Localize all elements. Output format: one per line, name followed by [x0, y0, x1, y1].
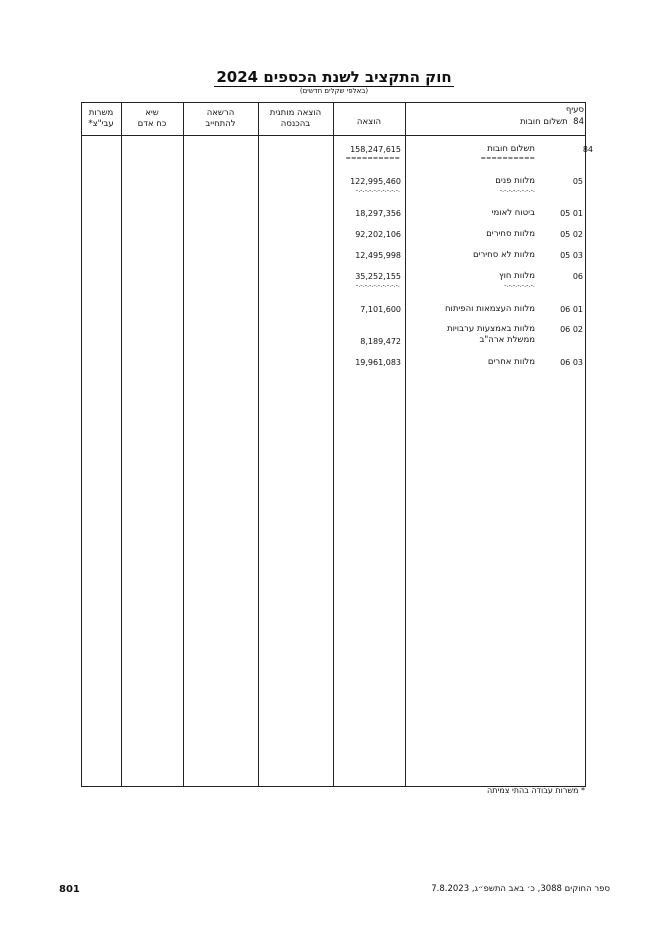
footnote: * משרות עבודה בהתי צמיתה: [487, 786, 585, 795]
row-name: תשלום חובות: [487, 144, 535, 154]
page-number: 801: [59, 884, 80, 895]
expense-value: 35,252,155: [355, 272, 401, 281]
row-code: 06 02: [560, 325, 583, 334]
expense-value: 19,961,083: [355, 358, 401, 367]
expense-underline: -.-.-.-.-.-.-.-.-.-.: [355, 186, 400, 194]
expense-value: 7,101,600: [360, 305, 401, 314]
expense-value: 122,995,460: [350, 177, 401, 186]
expense-value: 8,189,472: [360, 337, 401, 346]
row-name: מלוות פנים: [495, 176, 535, 186]
row-name: מלוות העצמאות והפיתוח: [444, 304, 535, 314]
header-section-label: סעיף: [565, 105, 584, 115]
header-section-title: 84 תשלום חובות: [519, 117, 584, 127]
row-code: 06 01: [560, 305, 583, 314]
row-code: 05 02: [560, 230, 583, 239]
column-divider: [258, 102, 259, 787]
row-code: 05 01: [560, 209, 583, 218]
name-underline: -.-.-.-.-.-.-.-.: [499, 186, 535, 194]
header-conditional-expense: הוצאה מותנית בהכנסה: [269, 108, 322, 129]
page-subtitle: (באלפי שקלים חדשים): [299, 87, 369, 95]
header-work-positions: משרות עבי"צ*: [88, 108, 114, 129]
expense-value: 12,495,998: [355, 251, 401, 260]
row-name-line2: ממשלת ארה"ב: [479, 335, 535, 345]
publication-reference: ספר החוקים 3088, כ׳ באב התשפ״ג, 7.8.2023: [431, 884, 610, 894]
header-section: [520, 104, 584, 128]
name-underline: -.-.-.-.-.-.-.: [504, 281, 535, 289]
expense-value: 158,247,615: [350, 145, 401, 154]
row-name: ביטוח לאומי: [491, 208, 535, 218]
expense-underline: -.-.-.-.-.-.-.-.-.-.: [355, 281, 400, 289]
header-commitment-authority: הרשאה להתחייב: [205, 108, 236, 129]
expense-value: 18,297,356: [355, 209, 401, 218]
header-manpower-peak: שיא כח אדם: [137, 108, 167, 129]
expense-double-underline: ==========: [345, 154, 400, 162]
column-divider: [333, 102, 334, 787]
row-code: 84: [582, 145, 593, 154]
column-divider: [405, 102, 406, 787]
row-name: מלוות אחרים: [487, 357, 535, 367]
row-code: 06: [572, 272, 583, 281]
row-name: מלוות באמצעות ערבויות: [446, 324, 535, 334]
row-code: 06 03: [560, 358, 583, 367]
expense-value: 92,202,106: [355, 230, 401, 239]
row-code: 05 03: [560, 251, 583, 260]
row-name: מלוות חוץ: [499, 271, 535, 281]
row-name: מלוות סחירים: [486, 229, 535, 239]
row-name: מלוות לא סחירים: [472, 250, 535, 260]
header-expense: הוצאה: [356, 117, 382, 127]
page-title: חוק התקציב לשנת הכספים 2024: [216, 68, 452, 86]
row-code: 05: [572, 177, 583, 186]
column-divider: [183, 102, 184, 787]
column-divider: [121, 102, 122, 787]
name-double-underline: ==========: [480, 154, 535, 162]
